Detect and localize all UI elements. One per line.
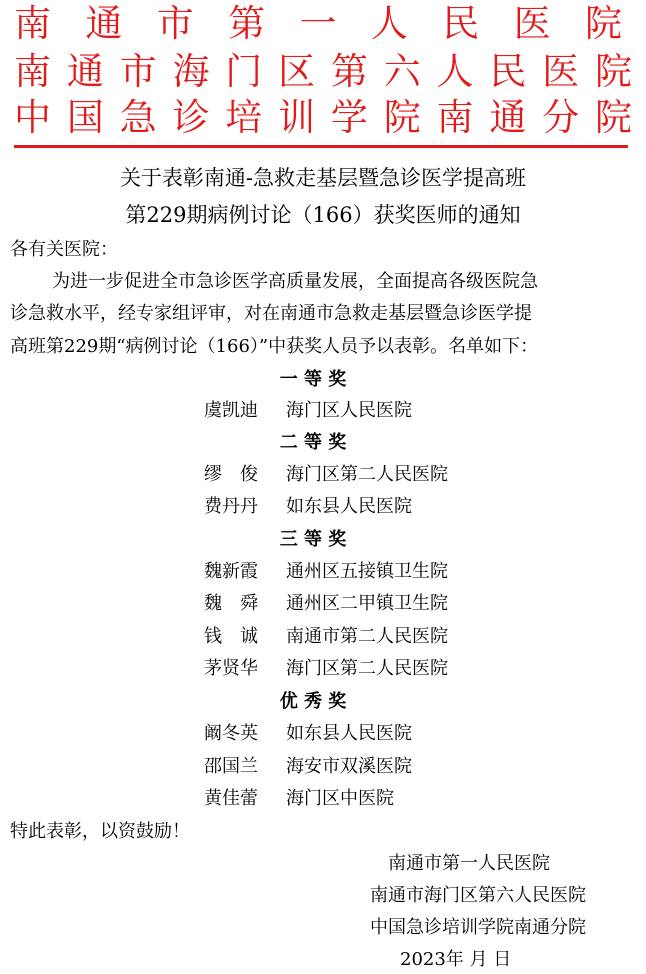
letterhead-char: 中: [14, 96, 51, 139]
winner-row: [204, 590, 448, 618]
signature-hospital-3: 中国急诊培训学院南通分院: [370, 917, 586, 938]
letterhead-char: 第: [228, 2, 266, 45]
winner-row: [204, 493, 412, 521]
letterhead-char: 门: [225, 50, 263, 93]
letterhead-char: 人: [436, 50, 474, 93]
winner-name: 魏新霞: [204, 561, 258, 582]
closing-remark: 特此表彰，以资鼓励！: [10, 821, 190, 842]
winner-name: 费丹丹: [204, 496, 258, 517]
winner-hospital: 海门区人民医院: [286, 400, 412, 421]
letterhead-char: 国: [66, 96, 104, 139]
winner-name: 邵国兰: [204, 756, 258, 777]
issue-date-partial: 2023年 月 日: [400, 949, 512, 970]
letterhead-char: 市: [119, 50, 157, 93]
second-prize-heading: 二 等 奖: [279, 432, 347, 453]
signature-hospital-1: 南通市第一人民医院: [388, 853, 550, 874]
body-line-2: 诊急救水平，经专家组评审，对在南通市急救走基层暨急诊医学提: [10, 303, 532, 324]
winner-hospital: 如东县人民医院: [286, 496, 412, 517]
first-prize-heading: 一 等 奖: [279, 369, 347, 390]
winner-name: 阚冬英: [204, 723, 258, 744]
letterhead-char: 急: [119, 96, 157, 139]
letterhead-char: 南: [14, 50, 51, 93]
winner-row: [204, 655, 448, 683]
winner-hospital: 通州区二甲镇卫生院: [286, 593, 448, 614]
letterhead-char: 通: [85, 2, 123, 45]
letterhead-char: 民: [489, 50, 527, 93]
winner-name: 虞凯迪: [204, 400, 258, 421]
letterhead-char: 院: [594, 50, 632, 93]
letterhead-char: 人: [370, 2, 408, 45]
notice-title-line-1: 关于表彰南通-急救走基层暨急诊医学提高班: [119, 166, 527, 190]
letterhead-char: 南: [436, 96, 474, 139]
letterhead-char: 诊: [172, 96, 210, 139]
winner-row: [204, 461, 448, 489]
excellence-prize-heading: 优 秀 奖: [279, 691, 347, 712]
letterhead-char: 院: [594, 96, 632, 139]
letterhead-char: 医: [542, 50, 580, 93]
signature-hospital-2: 南通市海门区第六人民医院: [370, 885, 586, 906]
letterhead-char: 六: [383, 50, 421, 93]
letterhead-char: 民: [442, 2, 480, 45]
body-line-1: 为进一步促进全市急诊医学高质量发展，全面提高各级医院急: [52, 271, 538, 292]
letterhead-char: 通: [489, 96, 527, 139]
letterhead-char: 医: [513, 2, 551, 45]
winner-row: [204, 558, 448, 586]
winner-row: [204, 623, 448, 651]
letterhead-line-1: [14, 2, 622, 46]
winner-row: [204, 397, 412, 425]
third-prize-heading: 三 等 奖: [279, 529, 347, 550]
winner-hospital: 如东县人民医院: [286, 723, 412, 744]
letterhead-char: 分: [542, 96, 580, 139]
winner-name: 钱 诚: [204, 626, 258, 647]
notice-title-line-2: 第229期病例讨论（166）获奖医师的通知: [125, 203, 521, 227]
winner-name: 缪 俊: [204, 464, 258, 485]
letterhead-line-3: [14, 96, 632, 140]
letterhead-char: 一: [299, 2, 337, 45]
letterhead-char: 市: [156, 2, 194, 45]
letterhead-char: 第: [330, 50, 368, 93]
winner-row: [204, 753, 412, 781]
letterhead-char: 学: [330, 96, 368, 139]
winner-hospital: 海门区中医院: [286, 788, 394, 809]
winner-name: 茅贤华: [204, 658, 258, 679]
letterhead-char: 南: [14, 2, 51, 45]
winner-hospital: 通州区五接镇卫生院: [286, 561, 448, 582]
letterhead-divider: [14, 145, 628, 148]
salutation: 各有关医院：: [10, 239, 118, 260]
winner-row: [204, 720, 412, 748]
letterhead-char: 院: [383, 96, 421, 139]
winner-hospital: 海门区第二人民医院: [286, 658, 448, 679]
letterhead-char: 海: [172, 50, 210, 93]
letterhead-char: 区: [278, 50, 316, 93]
winner-hospital: 海门区第二人民医院: [286, 464, 448, 485]
letterhead-char: 院: [585, 2, 622, 45]
winner-hospital: 南通市第二人民医院: [286, 626, 448, 647]
letterhead-char: 培: [225, 96, 263, 139]
winner-name: 黄佳蕾: [204, 788, 258, 809]
winner-row: [204, 785, 394, 813]
letterhead-char: 通: [66, 50, 104, 93]
body-line-3: 高班第229期“病例讨论（166）”中获奖人员予以表彰。名单如下：: [10, 336, 539, 357]
letterhead-char: 训: [278, 96, 316, 139]
letterhead-line-2: [14, 50, 632, 94]
winner-hospital: 海安市双溪医院: [286, 756, 412, 777]
winner-name: 魏 舜: [204, 593, 258, 614]
